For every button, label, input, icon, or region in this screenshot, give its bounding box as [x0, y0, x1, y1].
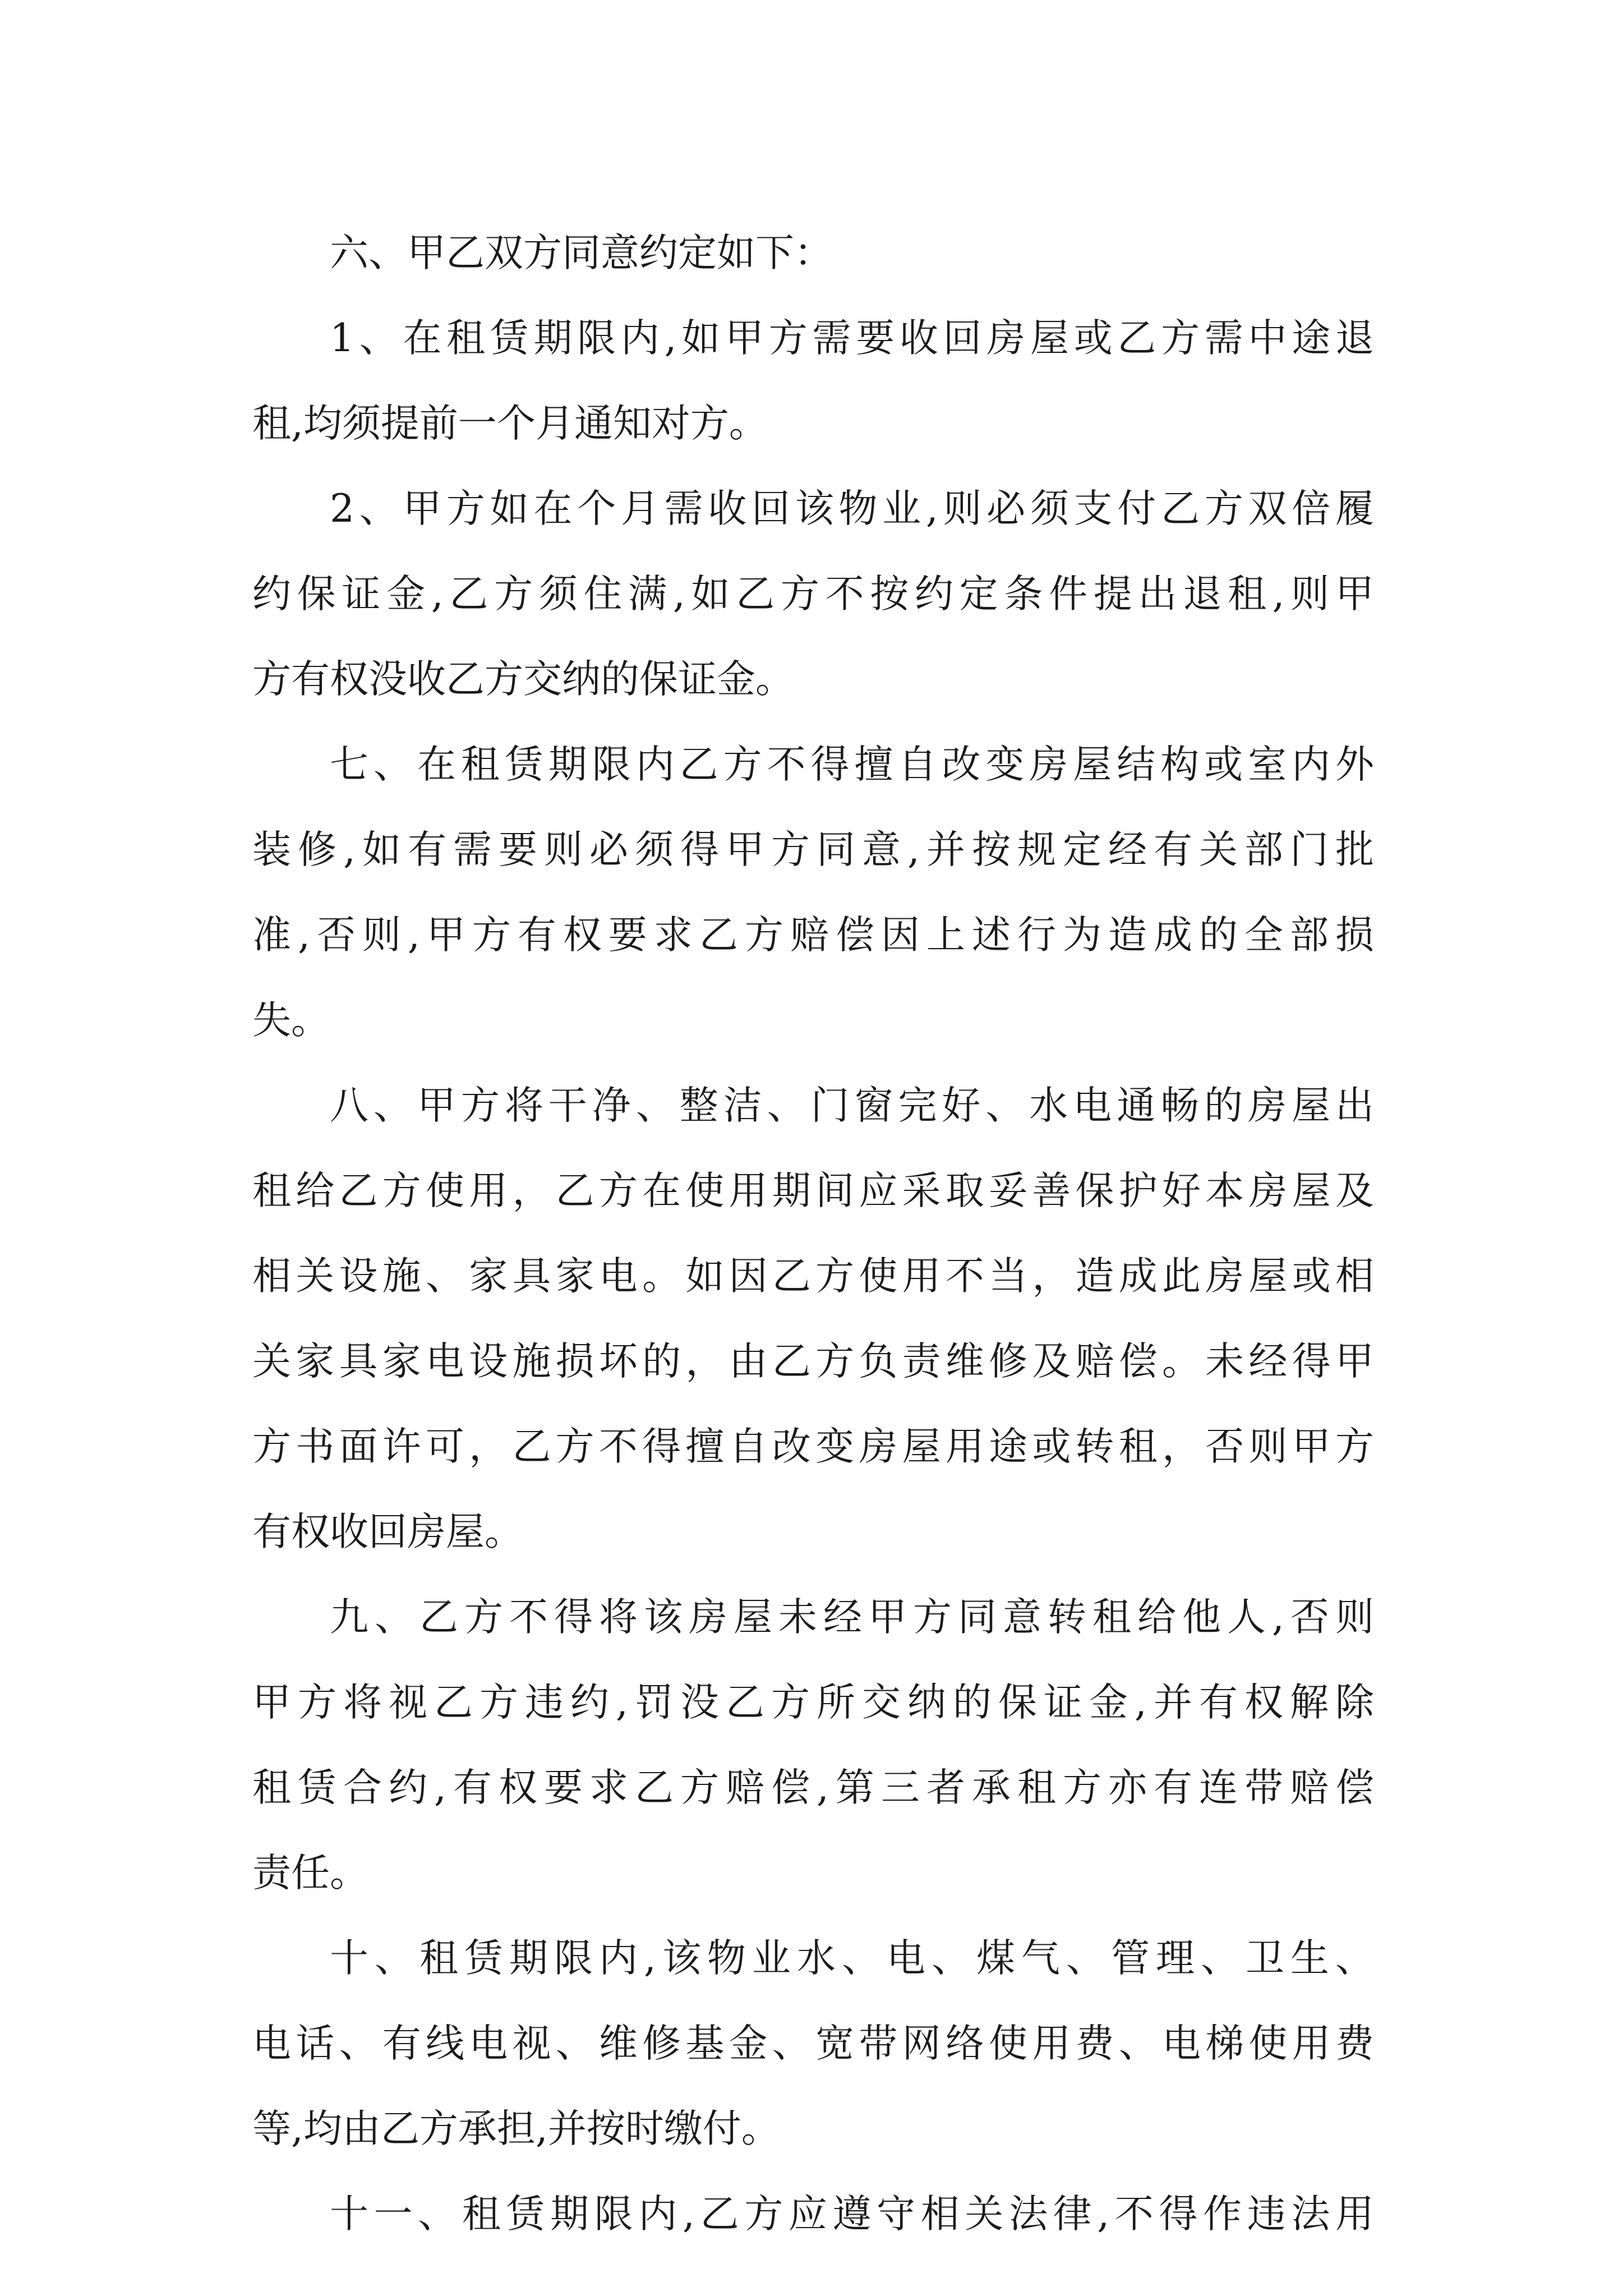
clause-6-heading: 六、甲乙双方同意约定如下：	[330, 231, 833, 275]
clause-9-line-3: 租赁合约,有权要求乙方赔偿,第三者承租方亦有连带赔偿	[252, 1765, 1374, 1810]
document-body	[252, 210, 1374, 2257]
clause-7-line-3: 准,否则,甲方有权要求乙方赔偿因上述行为造成的全部损	[252, 913, 1374, 958]
clause-6-item-1-line-2: 租,均须提前一个月通知对方。	[252, 401, 768, 446]
clause-8-line-4: 关家具家电设施损坏的，由乙方负责维修及赔偿。未经得甲	[252, 1339, 1374, 1384]
clause-7-line-1: 七、在租赁期限内乙方不得擅自改变房屋结构或室内外	[330, 742, 1374, 787]
clause-8-line-1: 八、甲方将干净、整洁、门窗完好、水电通畅的房屋出	[330, 1083, 1374, 1128]
clause-8-line-3: 相关设施、家具家电。如因乙方使用不当，造成此房屋或相	[252, 1254, 1374, 1299]
clause-6-item-2-line-1: 2、甲方如在个月需收回该物业,则必须支付乙方双倍履	[330, 486, 1374, 531]
clause-7-line-4: 失。	[252, 998, 330, 1043]
clause-8-line-2: 租给乙方使用，乙方在使用期间应采取妥善保护好本房屋及	[252, 1168, 1374, 1213]
clause-10-line-1: 十、租赁期限内,该物业水、电、煤气、管理、卫生、	[330, 1936, 1374, 1981]
clause-7-line-2: 装修,如有需要则必须得甲方同意,并按规定经有关部门批	[252, 827, 1374, 872]
clause-6-item-1-line-1: 1、在租赁期限内,如甲方需要收回房屋或乙方需中途退	[330, 316, 1374, 361]
clause-11-line-1: 十一、租赁期限内,乙方应遵守相关法律,不得作违法用	[330, 2192, 1374, 2237]
clause-8-line-5: 方书面许可，乙方不得擅自改变房屋用途或转租，否则甲方	[252, 1424, 1374, 1469]
clause-9-line-2: 甲方将视乙方违约,罚没乙方所交纳的保证金,并有权解除	[252, 1680, 1374, 1725]
clause-10-line-3: 等,均由乙方承担,并按时缴付。	[252, 2106, 780, 2151]
clause-9-line-1: 九、乙方不得将该房屋未经甲方同意转租给他人,否则	[330, 1595, 1374, 1640]
clause-6-item-2-line-2: 约保证金,乙方须住满,如乙方不按约定条件提出退租,则甲	[252, 572, 1374, 616]
clause-10-line-2: 电话、有线电视、维修基金、宽带网络使用费、电梯使用费	[252, 2021, 1374, 2066]
clause-8-line-6: 有权收回房屋。	[252, 1510, 523, 1554]
clause-6-item-2-line-3: 方有权没收乙方交纳的保证金。	[252, 657, 794, 702]
clause-9-line-4: 责任。	[252, 1851, 368, 1895]
